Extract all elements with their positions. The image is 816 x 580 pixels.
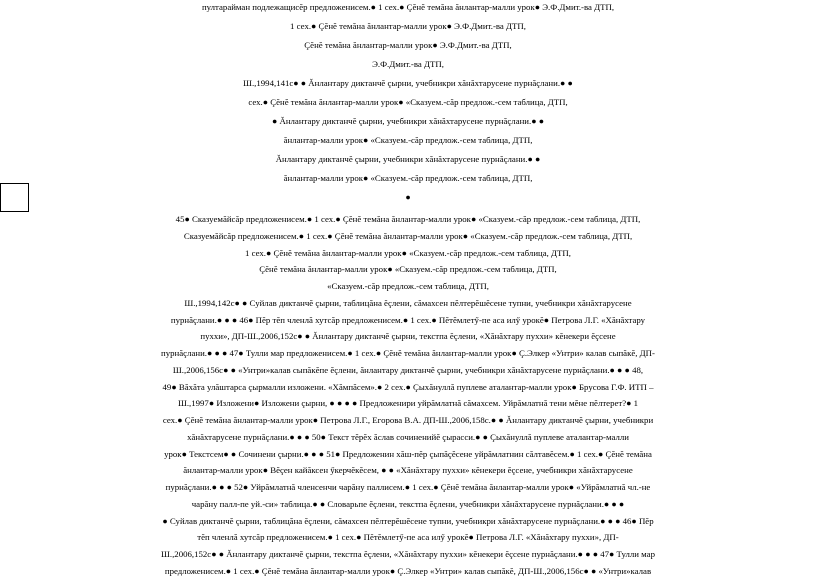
text-line: предложенисем.● 1 сех.● Çĕнĕ темăна ăнлантар-малли урок● Ç.Элкер «Унтри» калав сыпăкĕ, ДП-Ш.,2006,156с● ● «Унтри»калав	[164, 566, 652, 576]
text-line: ● Ăнлантару диктанчĕ çырни, учебникри хăнăхтарусене пурнăçлани.● ●	[271, 116, 545, 126]
text-line: сех.● Çĕнĕ темăна ăнлантар-малли урок● «Сказуем.-сăр предлож.-сем таблица, ДТП,	[248, 97, 568, 107]
text-line: 49● Вăхăта улăштарса çырмалли изложени. «Хăмпăсем».● 2 сех.● Çыхăнуллă пуплеве аталантар-малли урок● Брусова Г.Ф. ИТП –	[162, 381, 654, 392]
text-line: урок● Текстсем● ● Сочинени çырни.● ● ● 51● Предложенин хăш-пĕр çыпăçĕсене уйрăмлатнин сăлтавĕсем.● 1 сех.● Çĕнĕ темăна	[164, 448, 652, 459]
text-line: Ш.,1994,142с● ● Суйлав диктанчĕ çырни, таблицăна ĕçлени, сăмахсен пĕлтерĕшĕсене тупни, учебникри хăнăхтарусене	[184, 297, 632, 308]
text-line: 1 сех.● Çĕнĕ темăна ăнлантар-малли урок● «Сказуем.-сăр предлож.-сем таблица, ДТП,	[245, 247, 571, 258]
text-line: ăнлантар-малли урок● «Сказуем.-сăр предлож.-сем таблица, ДТП,	[283, 173, 533, 183]
text-line: сех.● Çĕнĕ темăна ăнлантар-малли урок● Петрова Л.Г., Егорова В.А. ДП-Ш.,2006,158с.● ● Ăнлантару диктанчĕ çырни, учебникри	[162, 415, 654, 426]
text-line: Сказуемăйсăр предложенисем.● 1 сех.● Çĕнĕ темăна ăнлантар-малли урок● «Сказуем.-сăр предлож.-сем таблица, ДТП,	[183, 230, 633, 241]
text-line: Ш.,2006,152с● ● Ăнлантару диктанчĕ çырни, текстпа ĕçлени, «Хăнăхтару пуххи» кĕнекери ĕçсене пурнăçлани.● ● ● 47● Тулли мар	[161, 549, 655, 560]
text-line: тĕп членлă хутсăр предложенисем.● 1 сех.● Пĕтĕмлетӳ-пе аса илӳ урокĕ● Петрова Л.Г. «Хăнăхтару пуххи», ДП-	[197, 532, 619, 543]
text-line: чарăну палл-пе уй.-си» таблица.● ● Словарьпе ĕçлени, текстпа ĕçлени, учебникри хăнăхтарусене пурнăçлани.● ● ●	[191, 498, 625, 509]
text-line: ●	[405, 192, 411, 202]
text-line: Ш.,1994,141с● ● Ăнлантару диктанчĕ çырни, учебникри хăнăхтарусене пурнăçлани.● ●	[243, 78, 573, 88]
text-line: ăнлантар-малли урок● «Сказуем.-сăр предлож.-сем таблица, ДТП,	[283, 135, 533, 145]
text-line: «Сказуем.-сăр предлож.-сем таблица, ДТП,	[327, 281, 489, 292]
text-line: пурнăçлани.● ● ● 52● Уйрăмлатнă членсенчи чарăну паллисем.● 1 сех.● Çĕнĕ темăна ăнлантар-малли урок● «Уйрăмлатнă чл.-не	[165, 482, 651, 493]
text-line: хăнăхтарусене пурнăçлани.● ● ● 50● Текст тĕрĕх ăслав сочиненийĕ çырасси.● ● Çыхăнуллă пуплеве аталантар-малли	[187, 431, 629, 442]
text-line: пурнăçлани.● ● ● 46● Пĕр тĕп членлă хутсăр предложенисем.● 1 сех.● Пĕтĕмлетӳ-пе аса илӳ урокĕ● Петрова Л.Г. «Хăнăхтару	[170, 314, 646, 325]
text-line: Ш.,2006,156с● ● «Унтри»калав сыпăкĕпе ĕçлени, ăнлантару диктанчĕ çырни, учебникри хăнăхтарусене пурнăçлани.● ● ● 48,	[172, 364, 644, 375]
text-line: пурнăçлани.● ● ● 47● Тулли мар предложенисем.● 1 сех.● Çĕнĕ темăна ăнлантар-малли урок● Ç.Элкер «Унтри» калав сыпăкĕ, ДП-	[161, 348, 655, 359]
text-line: Ăнлантару диктанчĕ çырни, учебникри хăнăхтарусене пурнăçлани.● ●	[275, 154, 541, 164]
text-line: Ш.,1997● Изложени● Изложени çырни, ● ● ● ● Предложенири уйрăмлатнă сăмахсем. Уйрăмлатнă тени мĕне пĕлтерет?● 1	[177, 398, 639, 409]
text-line: ● Суйлав диктанчĕ çырни, таблицăна ĕçлени, сăмахсен пĕлтерĕшĕсене тупни, учебникри хăнăхтарусене пурнăçлани.● ● ● 46● Пĕр	[162, 515, 654, 526]
text-line: Çĕнĕ темăна ăнлантар-малли урок● Э.Ф.Дмит.-ва ДТП,	[304, 40, 512, 50]
text-line: Э.Ф.Дмит.-ва ДТП,	[372, 59, 444, 69]
text-line: Çĕнĕ темăна ăнлантар-малли урок● «Сказуем.-сăр предлож.-сем таблица, ДТП,	[259, 264, 557, 275]
text-line: пуххи», ДП-Ш.,2006,152с● ● Ăнлантару диктанчĕ çырни, текстпа ĕçлени, «Хăнăхтару пуххи» кĕнекери ĕçсене	[200, 331, 616, 342]
text-line: 1 сех.● Çĕнĕ темăна ăнлантар-малли урок● Э.Ф.Дмит.-ва ДТП,	[290, 21, 526, 31]
text-line: ăнлантар-малли урок● Вĕçен кайăксен ӳкерчĕкĕсем, ● ● «Хăнăхтару пуххи» кĕнекери ĕçсене, учебникри хăнăхтарусене	[183, 465, 633, 476]
text-line: 45● Сказуемăйсăр предложенисем.● 1 сех.● Çĕнĕ темăна ăнлантар-малли урок● «Сказуем.-сăр предлож.-сем таблица, ДТП,	[175, 214, 641, 224]
text-line: пултарайман подлежащисĕр предложенисем.● 1 сех.● Çĕнĕ темăна ăнлантар-малли урок● Э.Ф.Дмит.-ва ДТП,	[201, 2, 615, 12]
